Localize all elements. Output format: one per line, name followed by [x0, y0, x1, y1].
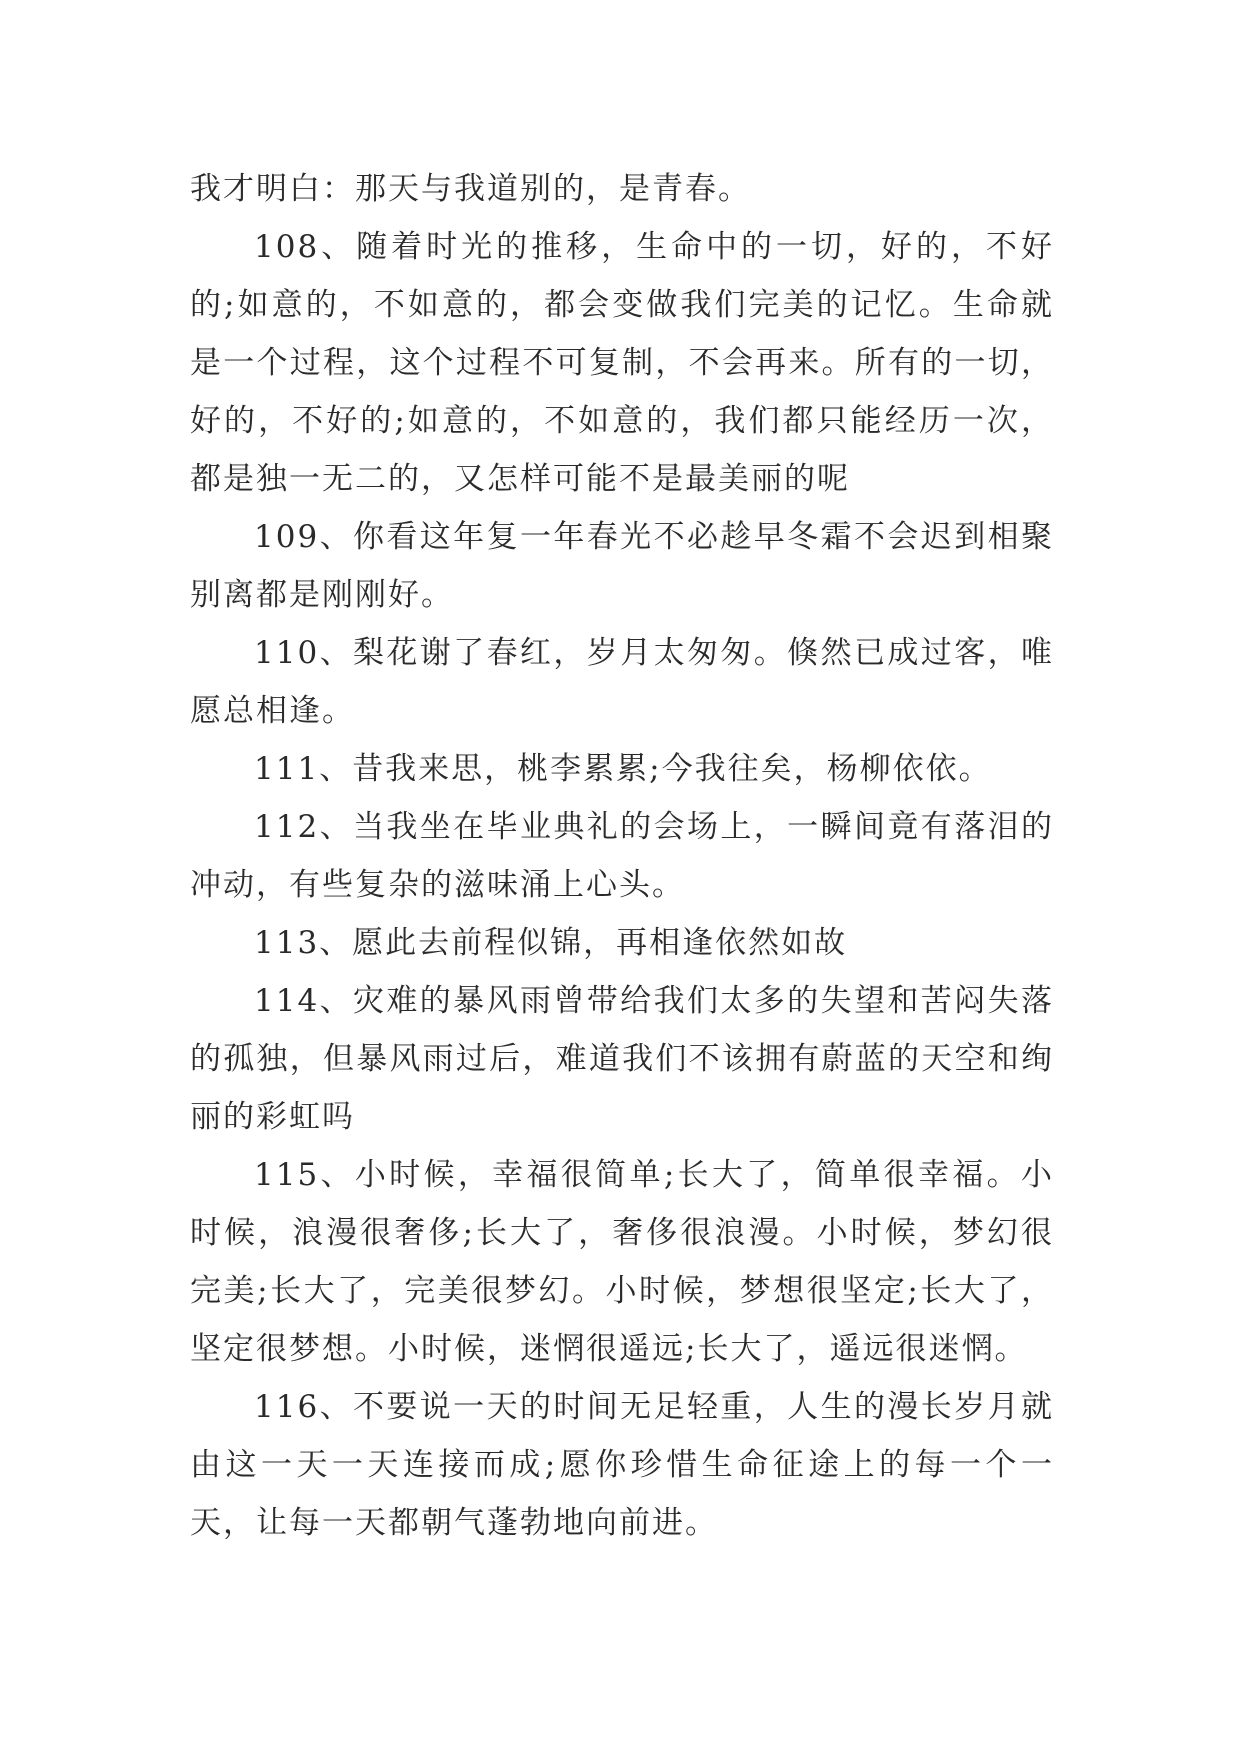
paragraph-113: 113、愿此去前程似锦，再相逢依然如故	[254, 925, 848, 961]
paragraph-115: 115、小时候，幸福很简单;长大了，简单很幸福。小时候，浪漫很奢侈;长大了，奢侈很浪漫。小时候，梦幻很完美;长大了，完美很梦幻。小时候，梦想很坚定;长大了，坚定很梦想。小时候，迷惘很遥远;长大了，遥远很迷惘。	[190, 1157, 1054, 1367]
paragraph-111: 111、昔我来思，桃李累累;今我往矣，杨柳依依。	[254, 751, 992, 787]
paragraph-108: 108、随着时光的推移，生命中的一切，好的，不好的;如意的，不如意的，都会变做我们完美的记忆。生命就是一个过程，这个过程不可复制，不会再来。所有的一切，好的，不好的;如意的，不如意的，我们都只能经历一次，都是独一无二的，又怎样可能不是最美丽的呢	[190, 229, 1054, 497]
paragraph-intro: 我才明白：那天与我道别的，是青春。	[190, 171, 751, 207]
document-body	[190, 160, 1054, 1552]
paragraph-112: 112、当我坐在毕业典礼的会场上，一瞬间竟有落泪的冲动，有些复杂的滋味涌上心头。	[190, 809, 1054, 903]
paragraph-110: 110、梨花谢了春红，岁月太匆匆。倏然已成过客，唯愿总相逢。	[190, 635, 1054, 729]
paragraph-114: 114、灾难的暴风雨曾带给我们太多的失望和苦闷失落的孤独，但暴风雨过后，难道我们不该拥有蔚蓝的天空和绚丽的彩虹吗	[190, 983, 1054, 1135]
paragraph-116: 116、不要说一天的时间无足轻重，人生的漫长岁月就由这一天一天连接而成;愿你珍惜生命征途上的每一个一天，让每一天都朝气蓬勃地向前进。	[190, 1389, 1054, 1541]
paragraph-109: 109、你看这年复一年春光不必趁早冬霜不会迟到相聚别离都是刚刚好。	[190, 519, 1054, 613]
